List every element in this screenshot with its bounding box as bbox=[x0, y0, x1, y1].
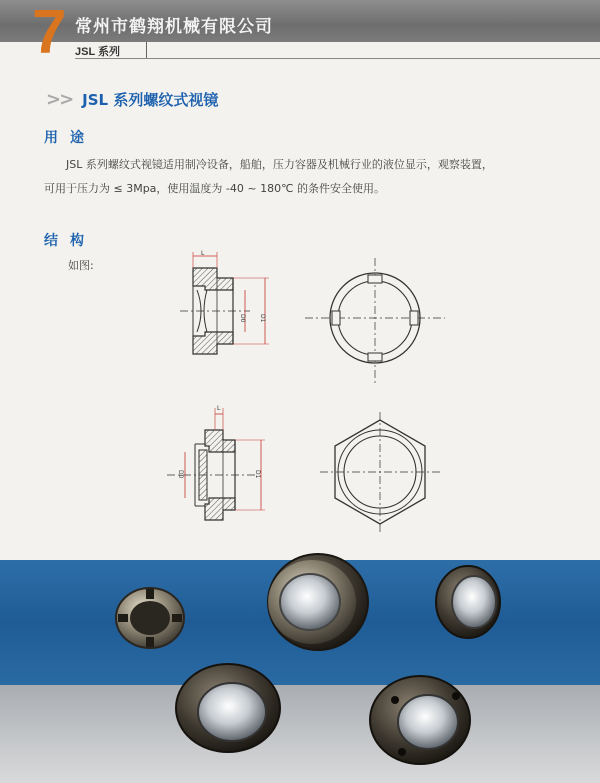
front-view-round bbox=[305, 258, 445, 383]
front-view-hex bbox=[320, 412, 440, 532]
photo-threaded-large bbox=[268, 554, 368, 650]
photo-small-ring bbox=[116, 588, 184, 648]
section-title-text: JSL 系列螺纹式视镜 bbox=[82, 90, 219, 109]
dim-d0-label-2: D0 bbox=[177, 470, 184, 479]
photo-threaded-right bbox=[436, 566, 500, 638]
usage-heading: 用途 bbox=[44, 130, 96, 146]
header-divider bbox=[146, 42, 147, 58]
product-photos bbox=[0, 540, 600, 783]
company-name: 常州市鹤翔机械有限公司 bbox=[75, 17, 273, 37]
chevron-icon: >> bbox=[46, 88, 73, 110]
section-title bbox=[46, 88, 218, 110]
chapter-number: 7 bbox=[32, 0, 67, 67]
photo-hex-bottom bbox=[176, 664, 280, 752]
structure-caption: 如图: bbox=[68, 259, 94, 272]
section-drawing-2 bbox=[165, 400, 275, 525]
dim-l-label: L bbox=[201, 250, 205, 257]
header-rule bbox=[75, 58, 600, 59]
usage-line-1: JSL 系列螺纹式视镜适用制冷设备，船舶，压力容器及机械行业的液位显示，观察装置， bbox=[66, 158, 493, 171]
series-tag: JSL 系列 bbox=[75, 46, 121, 58]
structure-heading: 结构 bbox=[44, 233, 96, 249]
dim-d1-label: D1 bbox=[259, 314, 266, 323]
section-drawing-1 bbox=[175, 250, 275, 360]
usage-line-2: 可用于压力为 ≤ 3Mpa，使用温度为 -40 ~ 180℃ 的条件安全使用。 bbox=[44, 182, 385, 195]
dim-d1-label-2: D1 bbox=[254, 470, 261, 479]
dim-l-label-2: L bbox=[217, 405, 221, 412]
photo-flange-bottom bbox=[370, 676, 470, 764]
dim-d0-label: D0 bbox=[239, 314, 246, 323]
